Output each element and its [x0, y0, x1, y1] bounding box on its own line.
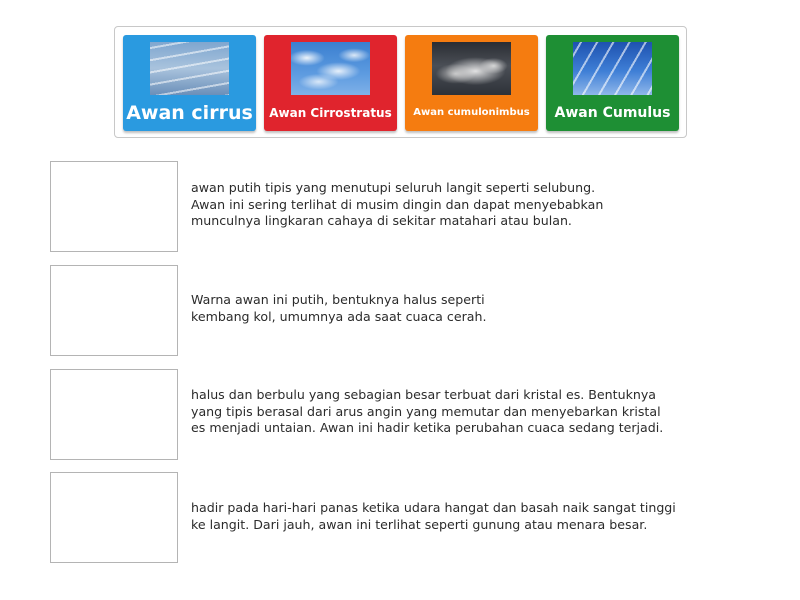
card-awan-cirrus[interactable]: [123, 35, 256, 131]
description-2: Warna awan ini putih, bentuknya halus seperti kembang kol, umumnya ada saat cuaca cerah.: [191, 292, 487, 324]
drop-zone-4[interactable]: [50, 472, 178, 563]
answer-card-tray: [114, 26, 687, 138]
drop-zone-1[interactable]: [50, 161, 178, 252]
description-4: hadir pada hari-hari panas ketika udara hangat dan basah naik sangat tinggi ke langit. Dari jauh, awan ini terlihat seperti gunung atau menara besar.: [191, 500, 676, 532]
match-row-1: [50, 161, 710, 252]
card-label: Awan cirrus: [126, 101, 253, 124]
cumulonimbus-clouds-image: [432, 42, 511, 95]
description-3: halus dan berbulu yang sebagian besar terbuat dari kristal es. Bentuknya yang tipis berasal dari arus angin yang memutar dan menyebarkan kristal es menjadi untaian. Awan ini hadir ketika perubahan cuaca sedang terjadi.: [191, 387, 664, 435]
cirrostratus-clouds-image: [291, 42, 370, 95]
cirrus-clouds-image: [150, 42, 229, 95]
card-awan-cumulus[interactable]: [546, 35, 679, 131]
card-awan-cumulonimbus[interactable]: [405, 35, 538, 131]
match-row-3: [50, 369, 710, 460]
card-label: Awan cumulonimbus: [413, 107, 530, 118]
match-row-4: [50, 472, 710, 563]
drop-zone-2[interactable]: [50, 265, 178, 356]
card-awan-cirrostratus[interactable]: [264, 35, 397, 131]
card-label: Awan Cumulus: [554, 105, 671, 121]
card-label: Awan Cirrostratus: [269, 106, 392, 120]
match-row-2: [50, 265, 710, 356]
description-1: awan putih tipis yang menutupi seluruh langit seperti selubung. Awan ini sering terlihat di musim dingin dan dapat menyebabkan munculnya lingkaran cahaya di sekitar matahari atau bulan.: [191, 180, 604, 228]
drop-zone-3[interactable]: [50, 369, 178, 460]
cumulus-clouds-image: [573, 42, 652, 95]
